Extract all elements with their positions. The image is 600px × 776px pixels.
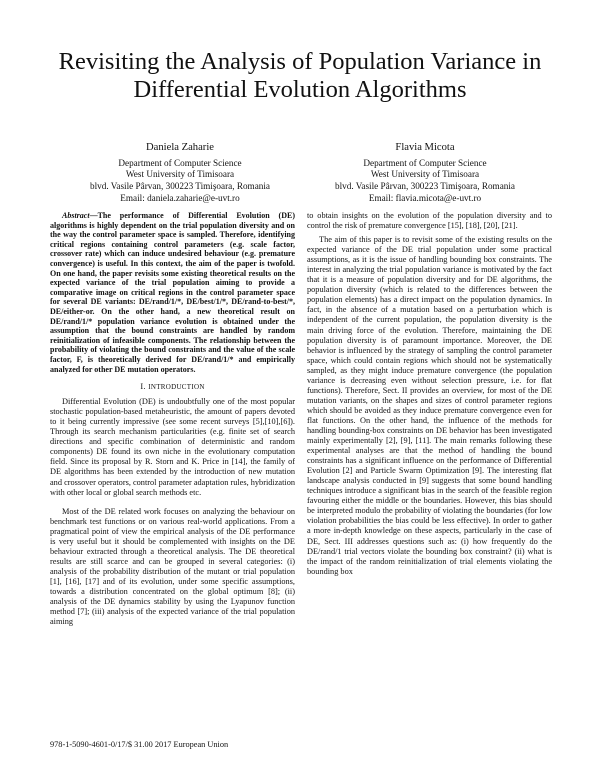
author-block-2 (300, 142, 550, 205)
abstract (50, 211, 295, 374)
author-address: blvd. Vasile Pârvan, 300223 Timişoara, Romania (90, 181, 270, 192)
abstract-label: Abstract (62, 211, 90, 220)
author-name: Flavia Micota (395, 142, 455, 153)
author-name: Daniela Zaharie (146, 142, 214, 153)
right-column (307, 211, 552, 577)
author-block-1 (55, 142, 305, 205)
author-university: West University of Timisoara (370, 169, 480, 180)
author-address: blvd. Vasile Pârvan, 300223 Timişoara, Romania (335, 181, 515, 192)
body-paragraph: Most of the DE related work focuses on analyzing the behaviour on benchmark test functions or on various real-world applications. From a pragmatical point of view the empirical analysis of the DE performance is very useful but it should be complemented with insights on the DE behaviour extracted through a theoretical analysis. The DE theoretical results are still scarce and can be grouped in several categories: (i) analysis of the probability distribution of the mutant or trial population [1], [16], [17] and of its evolution, under some specific assumptions, towards a distribution concentrated on the global optimum [8]; (ii) analysis of the DE dynamics stability by using the Lyapunov function method [7]; (iii) analysis of the expected variance of the trial population aiming (50, 506, 295, 627)
body-paragraph: Differential Evolution (DE) is undoubtfully one of the most popular stochastic population-based metaheuristic, the amount of papers devoted to it being currently impressive (see some recent surveys [5],[10],[6]). Through its search mechanism particularities (e.g. finite set of search directions and specific combination of deterministic and random components) DE found its own niche in the evolutionary computation field. Since its proposal by R. Storn and K. Price in [14], the family of DE algorithms has been extended by the introduction of new mutation and crossover operators, control parameter adaptation rules, hybridization with other local or global search methods etc. (50, 397, 295, 497)
body-paragraph: to obtain insights on the evolution of the population diversity and to control the risk of premature convergence [15], [18], [20], [21]. (307, 211, 552, 231)
body-paragraph: The aim of this paper is to revisit some of the existing results on the expected variance of the DE trial population under some practical assumptions, as it is the issue of handling bounding box constraints. The interest in analyzing the trial population variance is motivated by the fact that it is a measure of population diversity and for DE algorithms, the population diversity (which is related to the differences between the population elements) has a direct impact on the population dynamics. In fact, in the absence of a mutation based on a perturbation which is independent of the current population, the population diversity is the main driving force of the evolution. Therefore, maintaining the DE population diversity is of paramount importance. Moreover, the DE behavior is influenced by the strategy of sampling the control parameter space, which could contain regions which should not be systematically sampled, as they might induce premature convergence (the population variance is decreasing even without selection pressure, i.e. for flat functions). Therefore, Sect. II provides an overview, for most of the DE mutation variants, on the shapes and sizes of control parameter regions which should be avoided as they induce premature convergence even for flat functions. On the other hand, the influence of the methods for handling bounding-box constraints on DE behavior has been investigated mainly experimentally [2], [9], [11]. The main remarks following these experimental analyses are that the method of handling the bound constraints has a significant influence on the performance of Differential Evolution [2] and Particle Swarm Optimization [9]. The interesting flat landscape analysis conducted in [9] suggests that some bound handling techniques introduce a significant bias in the search of the feasible region favouring either the middle or the boundaries. However, this bias should be interpreted modulo the probability of violating the boundaries (for low violation probabilities the bias could be less effective). In order to gather a more in-depth knowledge on these aspects, particularly in the case of DE, Sect. III addresses questions such as: (i) how frequently do the DE/rand/1 trial vectors violate the bounding box constraint? (ii) what is the impact of the random reinitialization of trial elements violating the bounding box (307, 235, 552, 576)
paper-title: Revisiting the Analysis of Population Variance in Differential Evolution Algorithms (58, 48, 542, 103)
copyright-footer: 978-1-5090-4601-0/17/$ 31.00 2017 European Union (50, 740, 229, 749)
author-department: Department of Computer Science (118, 157, 242, 168)
author-email: Email: daniela.zaharie@e-uvt.ro (120, 192, 240, 203)
abstract-text: —The performance of Differential Evolution (DE) algorithms is highly dependent on the trial population diversity and on the way the control parameter space is sampled. Therefore, identifying critical regions containing control parameters (e.g. scale factor, crossover rate) which can induce undesired behaviour (e.g. premature convergence) is useful. In this context, the aim of the paper is twofold. On one hand, the paper revisits some existing theoretical results on the expected variance of the trial population aiming to provide a comparative image on critical regions in the control parameter space for several DE variants: DE/rand/1/*, DE/best/1/*, DE/rand-to-best/*, DE/either-or. On the other hand, a new theoretical result on DE/rand/1/* population variance evolution is obtained under the assumption that the bound constraints are handled by random reinitialization of infeasible components. The relationship between the probability of violating the bound constraints and the value of the scale factor, F, is theoretically derived for DE/rand/1/* and empirically analyzed for other DE mutation operators. (50, 211, 295, 374)
author-department: Department of Computer Science (363, 157, 487, 168)
left-column (50, 211, 295, 627)
author-university: West University of Timisoara (125, 169, 235, 180)
author-email: Email: flavia.micota@e-uvt.ro (368, 192, 482, 203)
section-number: I. (140, 382, 146, 392)
section-title: INTRODUCTION (148, 383, 205, 392)
section-heading (50, 382, 295, 392)
